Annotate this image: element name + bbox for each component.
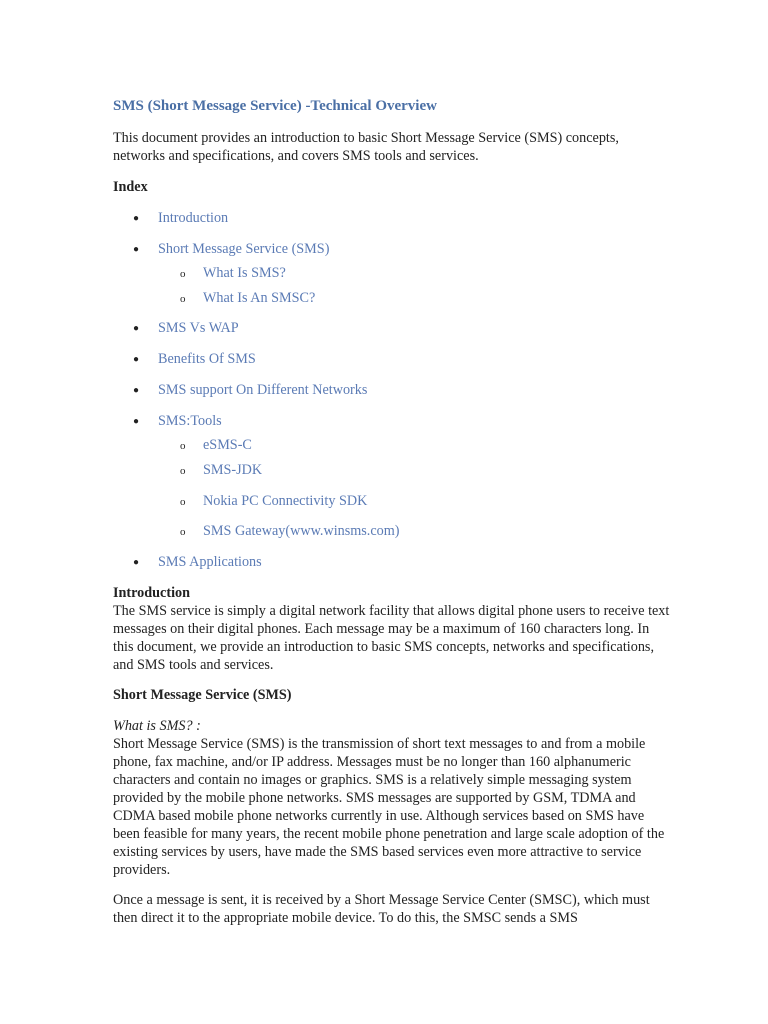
index-link-what-is-an-smsc[interactable]: What Is An SMSC?: [203, 290, 316, 306]
sms-section-heading: Short Message Service (SMS): [113, 687, 292, 703]
introduction-paragraph: The SMS service is simply a digital network facility that allows digital phone users to receive text messages on their digital phones. Each message may be a maximum of 160 characters long. In this document, we provide an introduction to basic SMS concepts, networks and specifications, and SMS tools and services.: [113, 603, 670, 673]
index-link-sms-vs-wap[interactable]: SMS Vs WAP: [158, 320, 239, 336]
index-link-what-is-sms[interactable]: What Is SMS?: [203, 265, 286, 281]
bullet-icon: ●: [133, 323, 140, 334]
sub-bullet-icon: o: [180, 526, 186, 538]
index-heading: Index: [113, 179, 148, 195]
index-link-sms-applications[interactable]: SMS Applications: [158, 554, 262, 570]
bullet-icon: ●: [133, 557, 140, 568]
index-link-sms-tools[interactable]: SMS:Tools: [158, 413, 222, 429]
index-link-introduction[interactable]: Introduction: [158, 210, 229, 226]
sub-bullet-icon: o: [180, 496, 186, 508]
bullet-icon: ●: [133, 416, 140, 427]
index-link-sms-jdk[interactable]: SMS-JDK: [203, 462, 263, 478]
sub-bullet-icon: o: [180, 465, 186, 477]
bullet-icon: ●: [133, 213, 140, 224]
index-link-sms-gateway[interactable]: SMS Gateway(www.winsms.com): [203, 523, 400, 539]
what-is-sms-subheading: What is SMS? :: [113, 718, 201, 734]
index-link-esms-c[interactable]: eSMS-C: [203, 437, 252, 453]
bullet-icon: ●: [133, 354, 140, 365]
sub-bullet-icon: o: [180, 293, 186, 305]
sub-bullet-icon: o: [180, 268, 186, 280]
intro-paragraph: This document provides an introduction to basic Short Message Service (SMS) concepts, networks and specifications, and covers SMS tools and services.: [113, 130, 619, 164]
index-link-nokia-pc-connectivity-sdk[interactable]: Nokia PC Connectivity SDK: [203, 493, 368, 509]
what-is-sms-paragraph: Short Message Service (SMS) is the transmission of short text messages to and from a mobile phone, fax machine, and/or IP address. Messages must be no longer than 160 alphanumeric characters and contain no images or graphics. SMS is a relatively simple messaging system provided by the mobile phone networks. SMS messages are supported by GSM, TDMA and CDMA based mobile phone networks currently in use. Although services based on SMS have been feasible for many years, the recent mobile phone penetration and large scale adoption of the existing services by users, have made the SMS based services even more attractive to service providers.: [113, 736, 665, 878]
bullet-icon: ●: [133, 244, 140, 255]
smsc-paragraph: Once a message is sent, it is received by a Short Message Service Center (SMSC), which must then direct it to the appropriate mobile device. To do this, the SMSC sends a SMS: [113, 892, 650, 926]
document-title: SMS (Short Message Service) -Technical Overview: [113, 98, 437, 114]
sub-bullet-icon: o: [180, 440, 186, 452]
index-link-benefits-of-sms[interactable]: Benefits Of SMS: [158, 351, 256, 367]
introduction-heading: Introduction: [113, 585, 190, 601]
index-link-sms-support-networks[interactable]: SMS support On Different Networks: [158, 382, 368, 398]
index-link-short-message-service[interactable]: Short Message Service (SMS): [158, 241, 330, 257]
bullet-icon: ●: [133, 385, 140, 396]
